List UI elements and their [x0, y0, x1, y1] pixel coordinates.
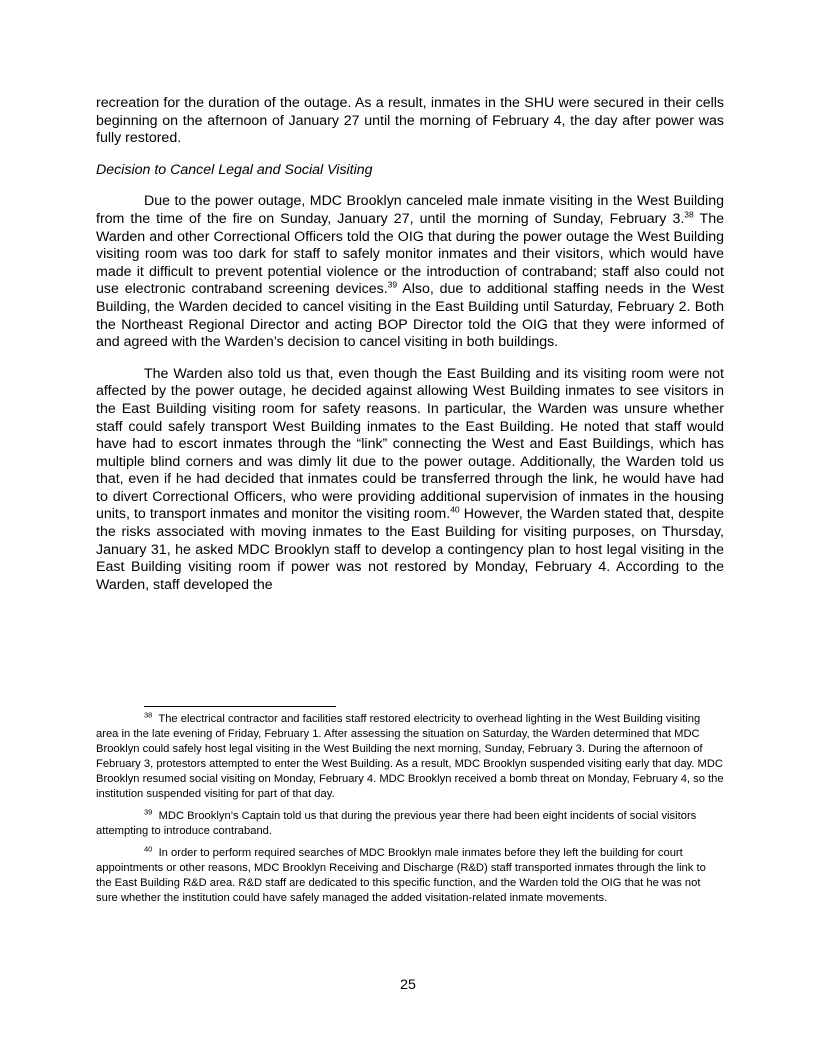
footnote-text: In order to perform required searches of MDC Brooklyn male inmates before they left the building for court appointments or other reasons, MDC Brooklyn Receiving and Discharge (R&D) staff transported inmates through the link to the East Building R&D area. R&D staff are dedicated to this specific function, and the Warden told the OIG that he was not sure whether the institution could have safely managed the added visitation-related inmate movements.: [96, 847, 706, 904]
paragraph-text: Also, due to additional staffing needs in the West Building, the Warden decided to cancel visiting in the East Building until Saturday, February 2. Both the Northeast Regional Director and acting BOP Director told the OIG that they were informed of and agreed with the Warden’s decision to cancel visiting in both buildings.: [96, 281, 724, 351]
footnote-38: [96, 712, 724, 802]
paragraph-text: The Warden and other Correctional Officers told the OIG that during the power outage the West Building visiting room was too dark for staff to safely monitor inmates and their visitors, which would have made it difficult to prevent potential violence or the introduction of contraband; staff also could not use electronic contraband screening devices.: [96, 210, 724, 298]
paragraph-text: Due to the power outage, MDC Brooklyn canceled male inmate visiting in the West Building from the time of the fire on Sunday, January 27, until the morning of Sunday, February 3.: [96, 193, 724, 227]
footnote-text: The electrical contractor and facilities staff restored electricity to overhead lighting in the West Building visiting area in the late evening of Friday, February 1. After assessing the situation on Saturday, the Warden determined that MDC Brooklyn could safely host legal visiting in the West Building the next morning, Sunday, February 3. During the afternoon of February 3, protestors attempted to enter the West Building. As a result, MDC Brooklyn suspended visiting early that day. MDC Brooklyn resumed social visiting on Monday, February 4. MDC Brooklyn received a bomb threat on Monday, February 4, so the institution suspended visiting for part of that day.: [96, 713, 724, 800]
footnote-number: 40: [144, 844, 153, 854]
footnotes-section: [96, 712, 724, 913]
page-number: 25: [400, 977, 416, 993]
document-body: [96, 95, 724, 594]
footnote-number: 38: [144, 710, 153, 720]
footnote-39: [96, 809, 724, 839]
footnote-divider: [144, 706, 336, 707]
paragraph-visiting-canceled: [96, 193, 724, 351]
footnote-reference-39[interactable]: 39: [387, 279, 398, 290]
paragraph-east-building: [96, 366, 724, 595]
footnote-reference-38[interactable]: 38: [684, 209, 694, 220]
paragraph-text: However, the Warden stated that, despite the risks associated with moving inmates to the East Building for visiting purposes, on Thursday, January 31, he asked MDC Brooklyn staff to develop a contingency plan to host legal visiting in the East Building visiting room if power was not restored by Monday, February 4. According to the Warden, staff developed the: [96, 506, 724, 593]
continued-paragraph: recreation for the duration of the outage. As a result, inmates in the SHU were secured in their cells beginning on the afternoon of January 27 until the morning of February 4, the day after power was fully restored.: [96, 95, 724, 147]
paragraph-text: The Warden also told us that, even though the East Building and its visiting room were not affected by the power outage, he decided against allowing West Building inmates to see visitors in the East Building visiting room for safety reasons. In particular, the Warden was unsure whether staff could safely transport West Building inmates to the East Building. He noted that staff would have had to escort inmates through the “link” connecting the West and East Buildings, which has multiple blind corners and was dimly lit due to the power outage. Additionally, the Warden told us that, even if he had decided that inmates could be transferred through the link, he would have had to divert Correctional Officers, who were providing additional supervision of inmates in the housing units, to transport inmates and monitor the visiting room.: [96, 365, 724, 523]
footnote-text: MDC Brooklyn’s Captain told us that during the previous year there had been eight incidents of social visitors attempting to introduce contraband.: [96, 810, 697, 837]
footnote-reference-40[interactable]: 40: [450, 504, 460, 515]
footnote-40: [96, 846, 724, 906]
footnote-number: 39: [144, 807, 153, 817]
section-heading: Decision to Cancel Legal and Social Visiting: [96, 161, 373, 178]
